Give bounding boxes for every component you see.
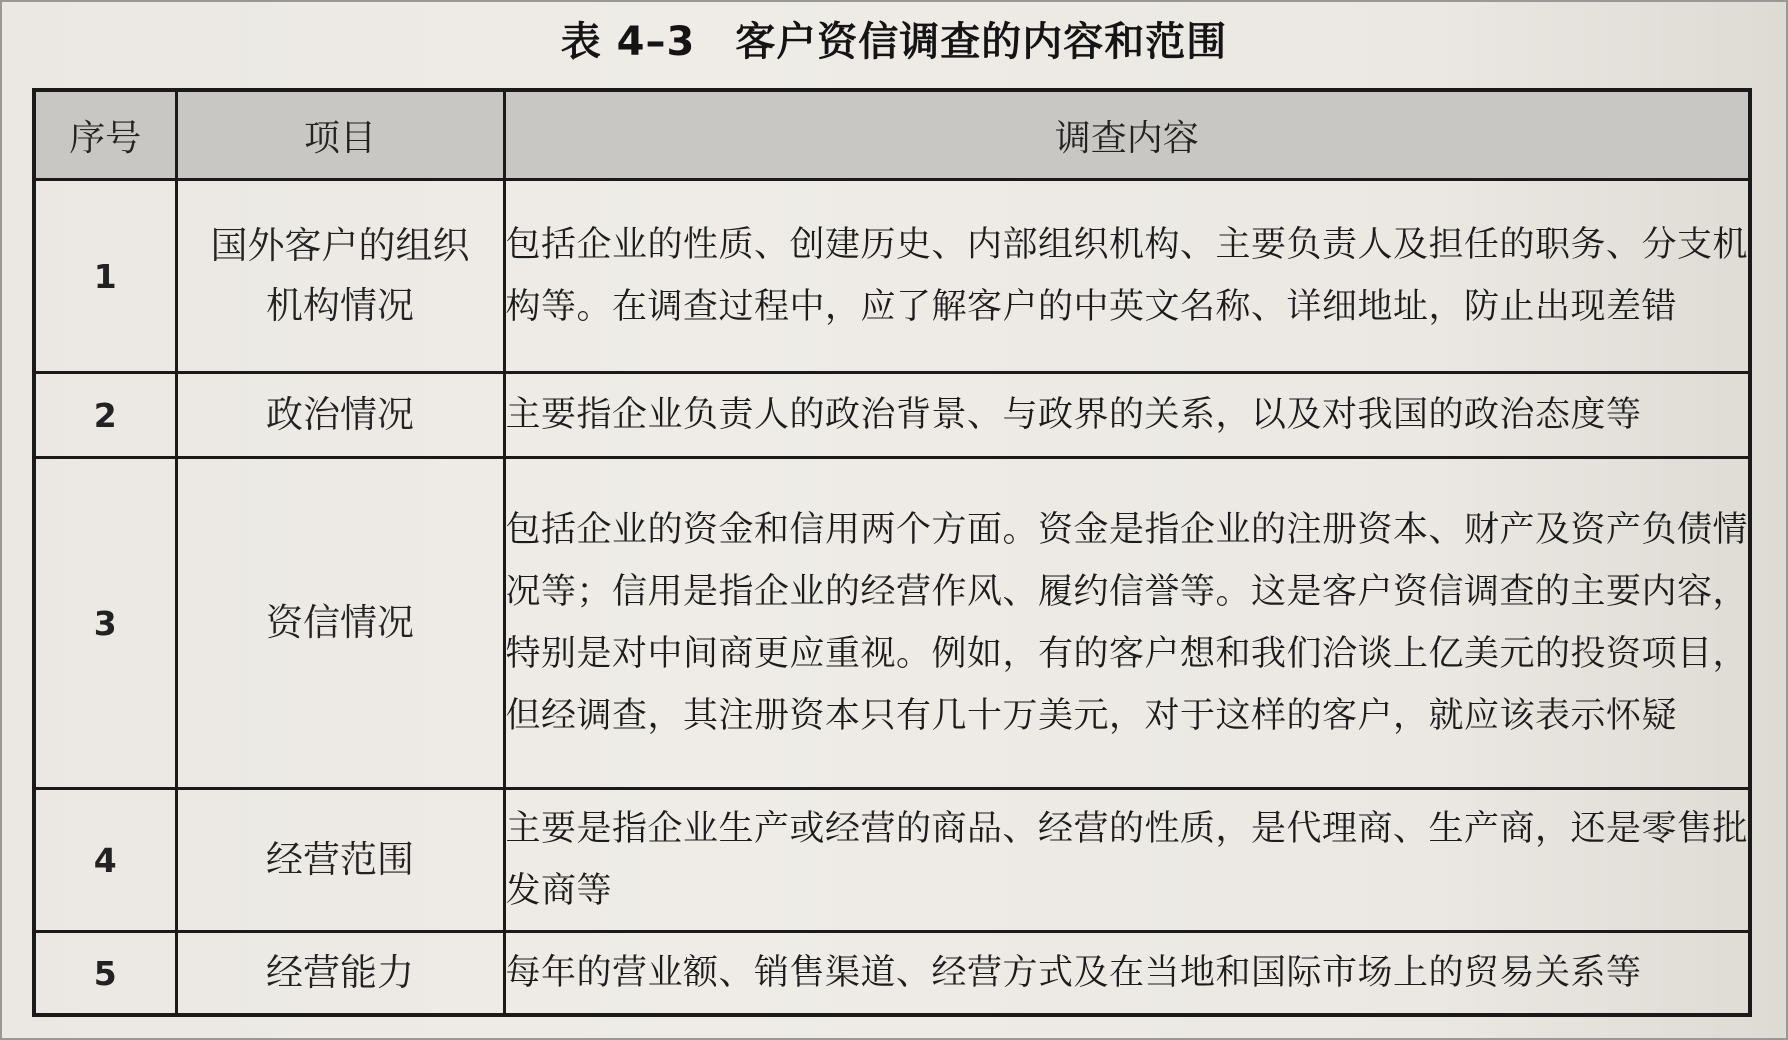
table-row: [34, 932, 1750, 1016]
table-row: [34, 789, 1750, 932]
row-no: 4: [34, 789, 176, 932]
row-content: 包括企业的性质、创建历史、内部组织机构、主要负责人及担任的职务、分支机构等。在调查过程中，应了解客户的中英文名称、详细地址，防止出现差错: [504, 180, 1750, 373]
row-item-label: 国外客户的组织机构情况: [210, 224, 470, 327]
header-content: 调查内容: [504, 90, 1750, 180]
row-content: 包括企业的资金和信用两个方面。资金是指企业的注册资本、财产及资产负债情况等；信用是指企业的经营作风、履约信誉等。这是客户资信调查的主要内容，特别是对中间商更应重视。例如，有的客户想和我们洽谈上亿美元的投资项目，但经调查，其注册资本只有几十万美元，对于这样的客户，就应该表示怀疑: [504, 458, 1750, 789]
table-row: [34, 180, 1750, 373]
row-item: 经营能力: [176, 932, 504, 1016]
row-no: 1: [34, 180, 176, 373]
row-item: [176, 180, 504, 373]
table-caption: [0, 10, 1788, 67]
row-item: 政治情况: [176, 373, 504, 458]
row-item: 经营范围: [176, 789, 504, 932]
row-content: 每年的营业额、销售渠道、经营方式及在当地和国际市场上的贸易关系等: [504, 932, 1750, 1016]
table-title: 客户资信调查的内容和范围: [735, 19, 1228, 65]
row-content: 主要指企业负责人的政治背景、与政界的关系，以及对我国的政治态度等: [504, 373, 1750, 458]
table-header-row: [34, 90, 1750, 180]
header-no: 序号: [34, 90, 176, 180]
row-no: 5: [34, 932, 176, 1016]
row-item: 资信情况: [176, 458, 504, 789]
header-item: 项目: [176, 90, 504, 180]
credit-investigation-table: [32, 88, 1752, 1017]
row-no: 3: [34, 458, 176, 789]
table-row: [34, 458, 1750, 789]
row-content: 主要是指企业生产或经营的商品、经营的性质，是代理商、生产商，还是零售批发商等: [504, 789, 1750, 932]
table-number: 表 4–3: [560, 19, 696, 65]
table-row: [34, 373, 1750, 458]
row-no: 2: [34, 373, 176, 458]
